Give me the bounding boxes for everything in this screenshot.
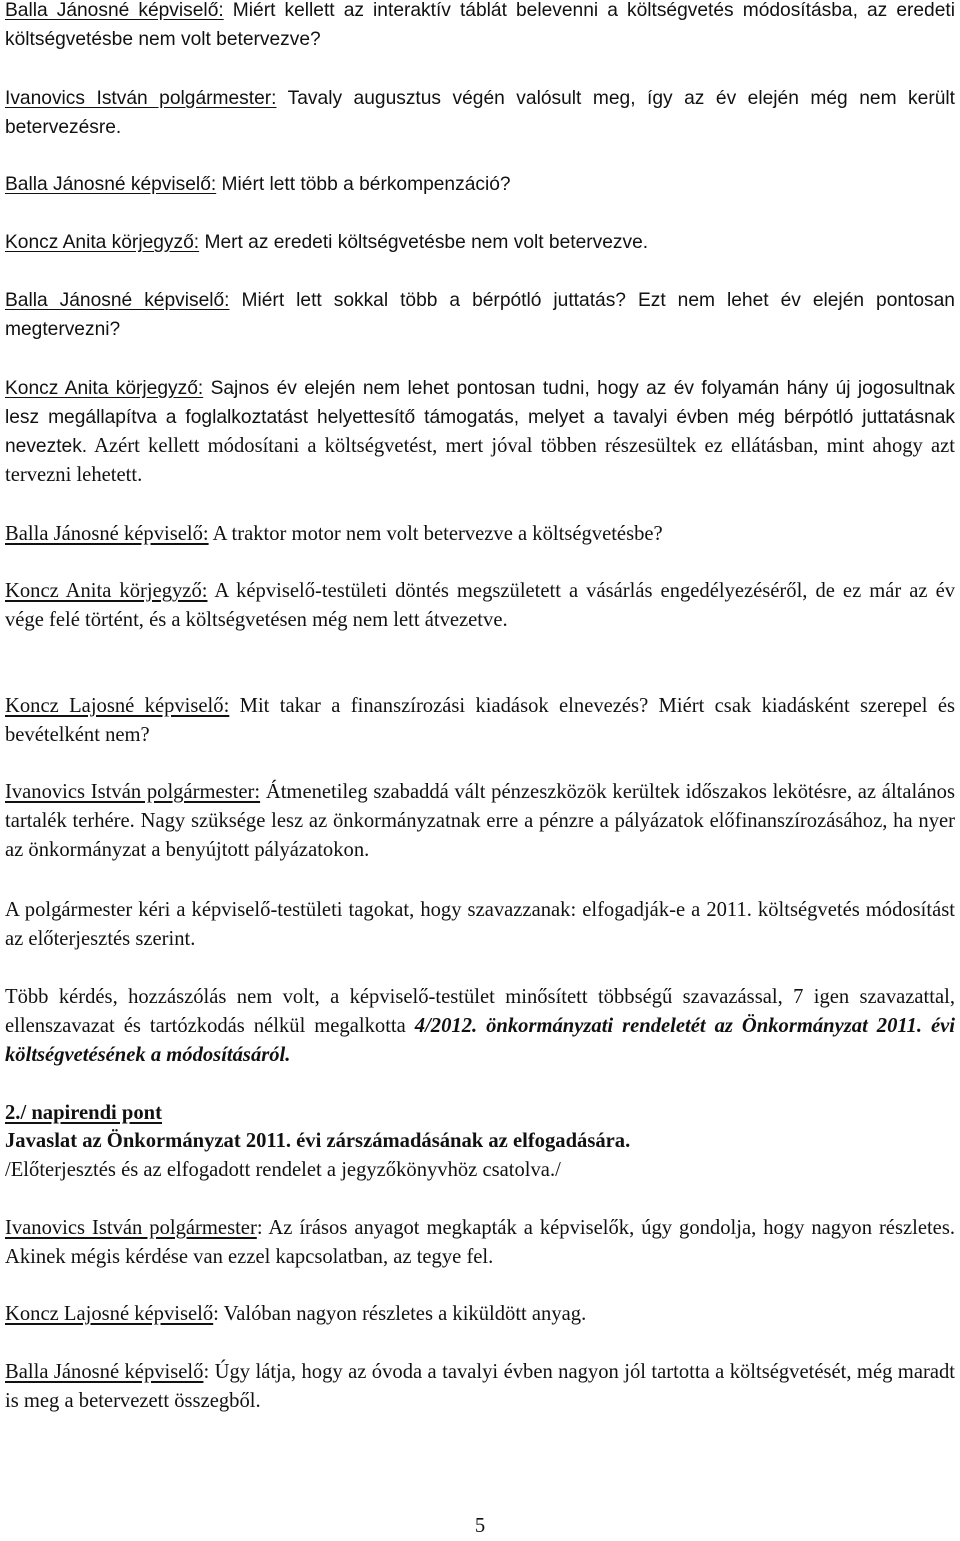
paragraph-8 [5,577,955,635]
paragraph-15 [5,1358,955,1416]
speaker: Balla Jánosné képviselő: [5,0,224,21]
paragraph-text: Több kérdés, hozzászólás nem volt, a képviselő-testület minősített többségű szavazással, 7 igen szavazattal, ellenszavazat és tartózkodás nélkül megalkotta [5,986,955,1037]
speaker: Balla Jánosné képviselő [5,1361,204,1383]
speaker: Koncz Lajosné képviselő: [5,695,230,717]
paragraph-4 [5,228,955,257]
paragraph-10 [5,778,955,865]
speaker: Balla Jánosné képviselő: [5,290,230,311]
paragraph-14 [5,1300,955,1329]
paragraph-text: Átmenetileg szabaddá vált pénzeszközök kerültek időszakos lekötésre, az általános tartalék terhére. Nagy szüksége lesz az önkormányzatnak erre a pénzre a pályázatok előfinanszírozásához, ha nyer az önkormányzat a benyújtott pályázatokon. [5,781,955,861]
agenda-title [5,1127,955,1156]
agenda-note-text: /Előterjesztés és az elfogadott rendelet a jegyzőkönyvhöz csatolva./ [5,1159,561,1181]
paragraph-text: Miért lett sokkal több a bérpótló juttatás? Ezt nem lehet év elején pontosan megtervezni? [5,290,955,340]
paragraph-text: : Valóban nagyon részletes a kiküldött anyag. [213,1303,587,1325]
paragraph-12 [5,983,955,1070]
paragraph-text: A traktor motor nem volt betervezve a költségvetésbe? [208,523,663,545]
speaker: Koncz Anita körjegyző: [5,232,200,253]
paragraph-text: A képviselő-testületi döntés megszületett a vásárlás engedélyezéséről, de ez már az év vége felé történt, és a költségvetésen még nem lett átvezetve. [5,580,956,631]
paragraph-6 [5,374,955,490]
paragraph-text: : Az írásos anyagot megkapták a képviselők, úgy gondolja, hogy nagyon részletes. Akinek mégis kérdése van ezzel kapcsolatban, az tegye fel. [5,1217,955,1268]
speaker: Koncz Lajosné képviselő [5,1303,214,1325]
paragraph-13 [5,1214,955,1272]
agenda-number-text: 2./ napirendi pont [5,1102,162,1124]
speaker: Balla Jánosné képviselő: [5,174,217,195]
speaker: Koncz Anita körjegyző: [5,378,204,399]
paragraph-text: A polgármester kéri a képviselő-testületi tagokat, hogy szavazzanak: elfogadják-e a 2011. költségvetés módosítást az előterjesztés szerint. [5,899,955,950]
paragraph-text: Mert az eredeti költségvetésbe nem volt betervezve. [199,232,649,253]
agenda-note [5,1156,955,1185]
paragraph-9 [5,692,955,750]
speaker: Ivanovics István polgármester [5,1217,257,1239]
speaker: Ivanovics István polgármester: [5,88,277,109]
paragraph-text: Miért lett több a bérkompenzáció? [216,174,511,195]
speaker: Balla Jánosné képviselő: [5,523,209,545]
paragraph-text: Miért kellett az interaktív táblát belevenni a költségvetés módosításba, az eredeti költségvetésbe nem volt betervezve? [5,0,955,50]
paragraph-5 [5,286,955,344]
ordinance-title: 4/2012. önkormányzati rendeletét az Önkormányzat 2011. évi költségvetésének a módosításáról. [5,1015,955,1066]
paragraph-text: Mit takar a finanszírozási kiadások elnevezés? Miért csak kiadásként szerepel és bevételként nem? [5,695,955,746]
paragraph-text: : Úgy látja, hogy az óvoda a tavalyi évben nagyon jól tartotta a költségvetését, még maradt is meg a betervezett összegből. [5,1361,955,1412]
agenda-number [5,1099,955,1128]
paragraph-text-sans: Sajnos év elején nem lehet pontosan tudni, hogy az év folyamán hány új jogosultnak lesz megállapítva a foglalkoztatást helyettesítő támogatás, melyet a tavalyi évben még bérpótló juttatásnak neveztek. [5,378,955,457]
page-number: 5 [474,1515,486,1537]
paragraph-11 [5,896,955,954]
paragraph-2 [5,84,955,142]
paragraph-1 [5,0,955,54]
paragraph-7 [5,520,955,549]
speaker: Koncz Anita körjegyző: [5,580,208,602]
paragraph-text: Tavaly augusztus végén valósult meg, így az év elején még nem került betervezésre. [5,88,955,138]
agenda-title-text: Javaslat az Önkormányzat 2011. évi zárszámadásának az elfogadására. [5,1130,631,1152]
paragraph-text: Azért kellett módosítani a költségvetést, mert jóval többen részesültek ez ellátásban, mint ahogy azt tervezni lehetett. [5,435,955,486]
paragraph-3 [5,170,955,199]
speaker: Ivanovics István polgármester: [5,781,261,803]
